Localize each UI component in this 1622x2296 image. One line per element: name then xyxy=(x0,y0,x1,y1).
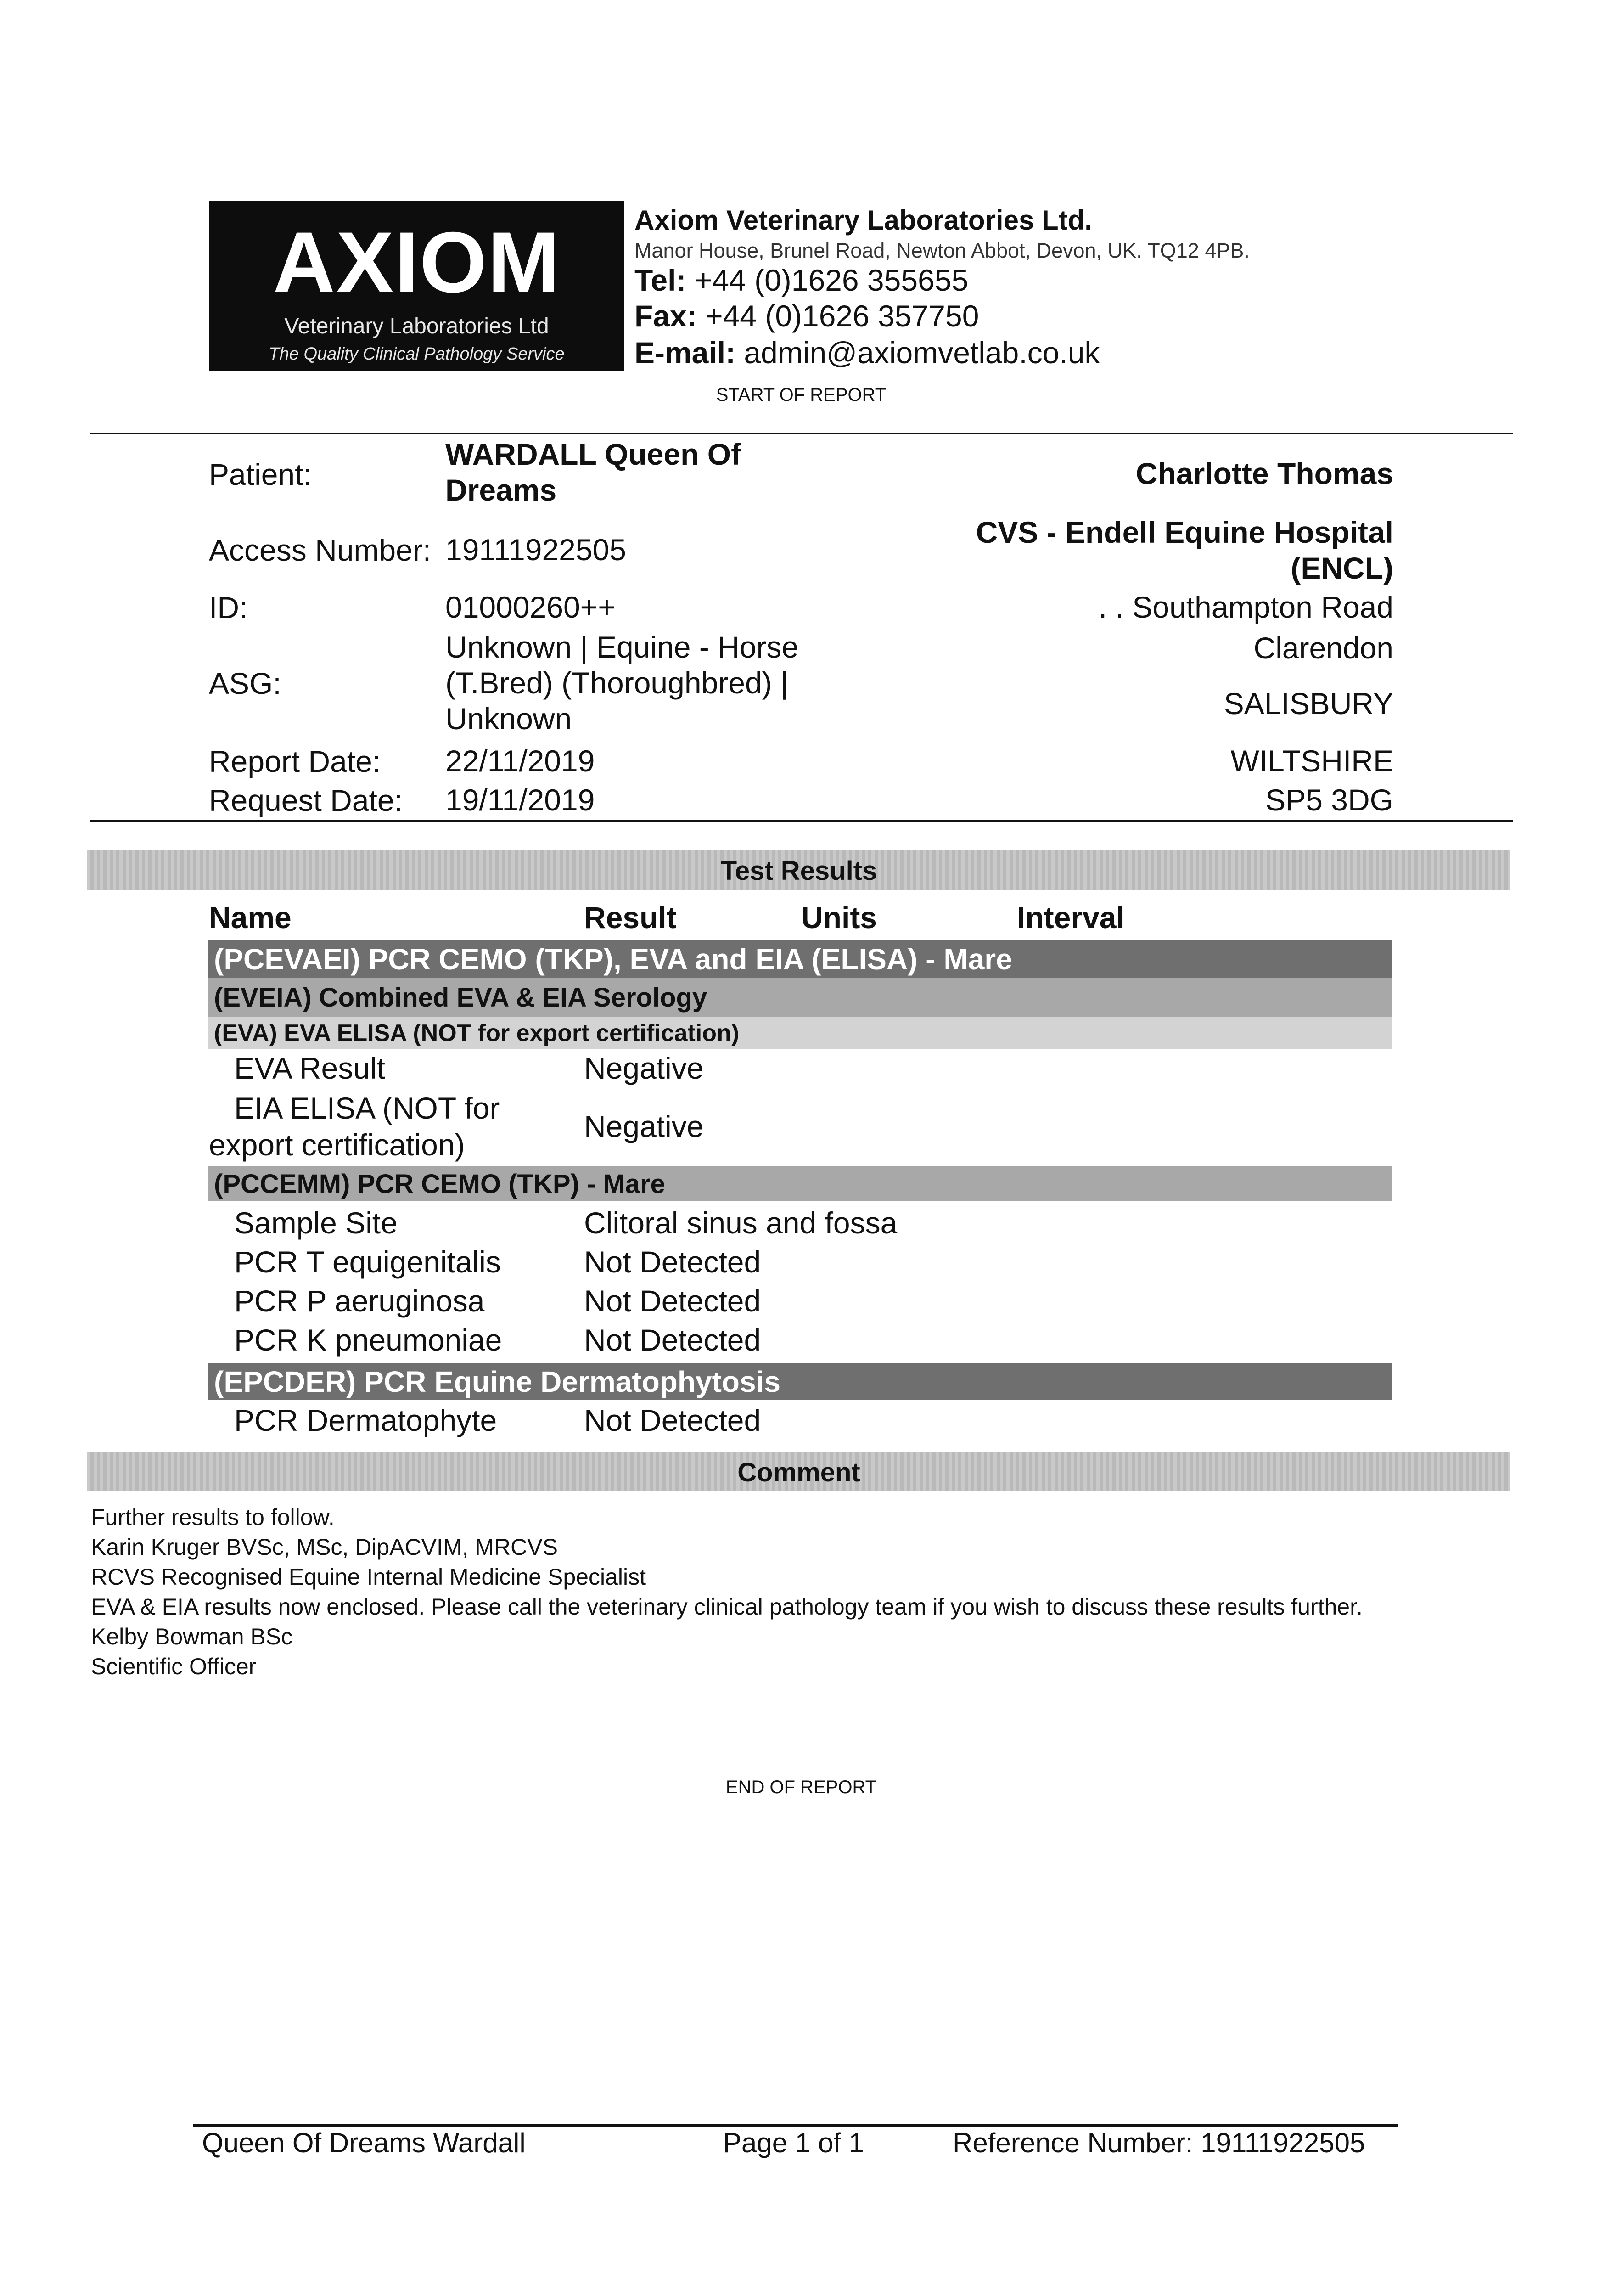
patient-name-line1: WARDALL Queen Of xyxy=(445,437,741,471)
comment-line: RCVS Recognised Equine Internal Medicine Specialist xyxy=(91,1564,646,1590)
comment-header: Comment xyxy=(87,1452,1510,1491)
eva-result-name: EVA Result xyxy=(234,1051,385,1085)
lab-email xyxy=(634,335,1100,370)
vet-area: Clarendon xyxy=(1253,631,1393,665)
pcr-dermatophyte-name: PCR Dermatophyte xyxy=(234,1403,497,1437)
fax-value: +44 (0)1626 357750 xyxy=(705,299,979,333)
pcr-t-equigenitalis-name: PCR T equigenitalis xyxy=(234,1245,501,1279)
col-result: Result xyxy=(584,900,677,934)
patient-name-line2: Dreams xyxy=(445,473,557,507)
email-label: E-mail: xyxy=(634,336,736,370)
comment-line: Further results to follow. xyxy=(91,1504,335,1530)
pcr-k-pneumoniae-value: Not Detected xyxy=(584,1323,761,1357)
tel-value: +44 (0)1626 355655 xyxy=(694,263,969,297)
eia-value: Negative xyxy=(584,1109,704,1143)
patient-label: Patient: xyxy=(209,457,312,491)
lab-name: Axiom Veterinary Laboratories Ltd. xyxy=(634,205,1092,236)
vet-name: Charlotte Thomas xyxy=(1135,456,1393,490)
logo-subtitle: Veterinary Laboratories Ltd xyxy=(284,314,549,338)
col-interval: Interval xyxy=(1017,900,1125,934)
asg-line1: Unknown | Equine - Horse xyxy=(445,630,799,664)
sample-site-name: Sample Site xyxy=(234,1206,398,1240)
sample-site-value: Clitoral sinus and fossa xyxy=(584,1206,898,1240)
vet-practice-line2: (ENCL) xyxy=(1291,551,1393,585)
patient-id: 01000260++ xyxy=(445,590,616,624)
logo-tagline: The Quality Clinical Pathology Service xyxy=(269,344,565,364)
col-units: Units xyxy=(801,900,877,934)
vet-postcode: SP5 3DG xyxy=(1265,783,1393,817)
tel-label: Tel: xyxy=(634,263,686,297)
eia-name-line2: export certification) xyxy=(209,1128,465,1162)
comment-body xyxy=(91,1503,1505,1682)
comment-line: EVA & EIA results now enclosed. Please call the veterinary clinical pathology team if you wish to discuss these results further. xyxy=(91,1594,1363,1620)
pcr-dermatophyte-value: Not Detected xyxy=(584,1403,761,1437)
id-label: ID: xyxy=(209,591,248,625)
lab-tel xyxy=(634,263,968,298)
header-divider xyxy=(90,433,1513,434)
access-number: 19111922505 xyxy=(445,533,626,567)
vet-county: WILTSHIRE xyxy=(1230,744,1393,778)
footer-patient: Queen Of Dreams Wardall xyxy=(202,2127,526,2158)
eva-result-value: Negative xyxy=(584,1051,704,1085)
group-pccemm: (PCCEMM) PCR CEMO (TKP) - Mare xyxy=(208,1166,1392,1201)
asg-line3: Unknown xyxy=(445,702,572,736)
asg-label: ASG: xyxy=(209,666,281,700)
report-date-label: Report Date: xyxy=(209,744,381,778)
eia-name-line1: EIA ELISA (NOT for xyxy=(234,1091,500,1125)
comment-line: Scientific Officer xyxy=(91,1654,257,1679)
patient-divider xyxy=(90,820,1513,822)
request-date: 19/11/2019 xyxy=(445,783,595,817)
start-of-report: START OF REPORT xyxy=(716,385,887,405)
pcr-k-pneumoniae-name: PCR K pneumoniae xyxy=(234,1323,502,1357)
pcr-t-equigenitalis-value: Not Detected xyxy=(584,1245,761,1279)
request-date-label: Request Date: xyxy=(209,783,403,817)
access-label: Access Number: xyxy=(209,533,432,567)
vet-street: . . Southampton Road xyxy=(1098,590,1393,624)
vet-town: SALISBURY xyxy=(1224,687,1393,720)
comment-line: Kelby Bowman BSc xyxy=(91,1624,293,1649)
pcr-p-aeruginosa-name: PCR P aeruginosa xyxy=(234,1284,485,1318)
footer-page-number: Page 1 of 1 xyxy=(723,2127,864,2158)
pcr-p-aeruginosa-value: Not Detected xyxy=(584,1284,761,1318)
test-results-header: Test Results xyxy=(87,850,1510,890)
group-eva: (EVA) EVA ELISA (NOT for export certification) xyxy=(208,1017,1392,1049)
footer-reference: Reference Number: 19111922505 xyxy=(953,2127,1365,2158)
fax-label: Fax: xyxy=(634,299,697,333)
col-name: Name xyxy=(209,900,292,934)
group-eveia: (EVEIA) Combined EVA & EIA Serology xyxy=(208,978,1392,1017)
group-epcder: (EPCDER) PCR Equine Dermatophytosis xyxy=(208,1363,1392,1400)
end-of-report: END OF REPORT xyxy=(725,1777,877,1797)
asg-line2: (T.Bred) (Thoroughbred) | xyxy=(445,666,789,700)
logo-wordmark: AXIOM xyxy=(273,214,561,310)
company-logo xyxy=(209,201,624,371)
footer-divider xyxy=(193,2124,1398,2127)
group-pcevaei: (PCEVAEI) PCR CEMO (TKP), EVA and EIA (ELISA) - Mare xyxy=(208,940,1392,978)
vet-practice-line1: CVS - Endell Equine Hospital xyxy=(976,515,1393,549)
lab-fax xyxy=(634,298,979,333)
email-value: admin@axiomvetlab.co.uk xyxy=(744,336,1100,370)
lab-address: Manor House, Brunel Road, Newton Abbot, Devon, UK. TQ12 4PB. xyxy=(634,239,1250,262)
report-date: 22/11/2019 xyxy=(445,744,595,778)
comment-line: Karin Kruger BVSc, MSc, DipACVIM, MRCVS xyxy=(91,1534,558,1560)
